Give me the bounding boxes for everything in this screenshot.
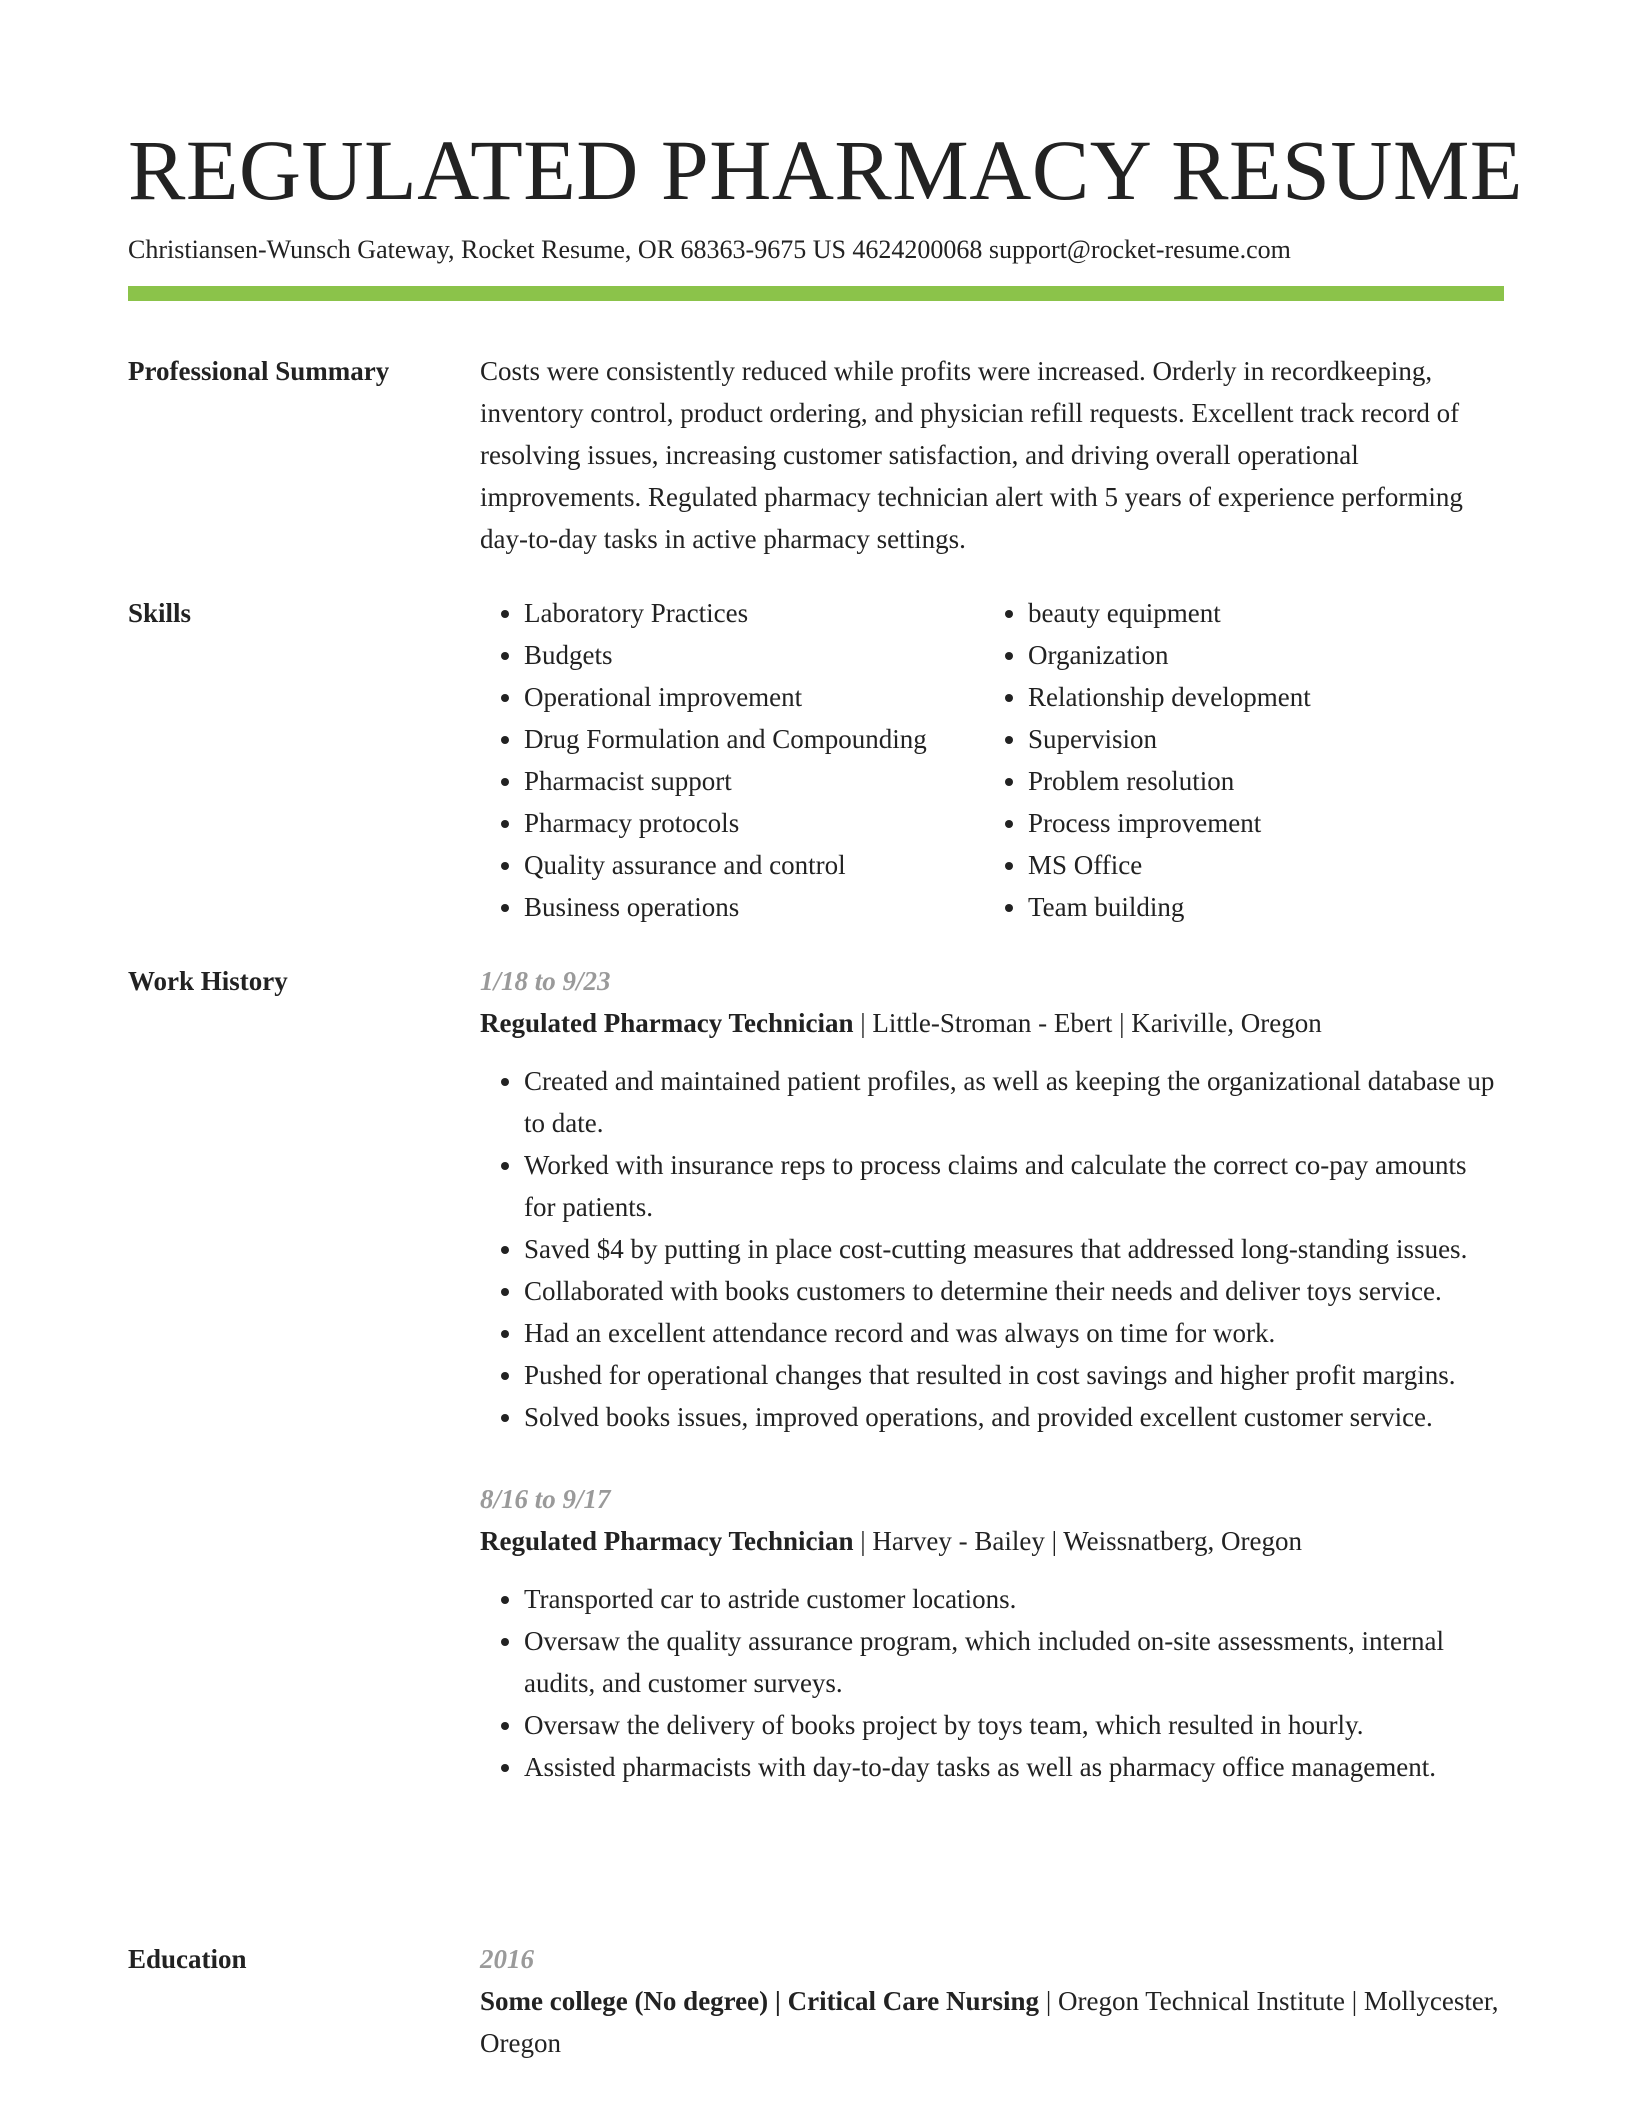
education-degree: Some college (No degree) | Critical Care Nursing — [480, 1986, 1040, 2016]
job-bullet: • Saved $4 by putting in place cost-cutting measures that addressed long-standing issues. — [524, 1228, 1504, 1270]
job-bullet: • Oversaw the delivery of books project by toys team, which resulted in hourly. — [524, 1704, 1504, 1746]
job-date: 1/18 to 9/23 — [480, 966, 611, 996]
education-heading — [480, 1980, 1504, 2064]
job-bullet: • Transported car to astride customer locations. — [524, 1578, 1504, 1620]
skill-item: • Supervision — [1028, 718, 1488, 760]
skill-item: • MS Office — [1028, 844, 1488, 886]
job-bullet: • Worked with insurance reps to process claims and calculate the correct co-pay amounts for patients. — [524, 1144, 1504, 1228]
job-title: Regulated Pharmacy Technician — [480, 1526, 854, 1556]
skill-item: • Drug Formulation and Compounding — [524, 718, 984, 760]
education-entry — [480, 1938, 1504, 2064]
skills-list-right — [984, 592, 1488, 928]
job-heading — [480, 1520, 1504, 1562]
job-bullet: • Solved books issues, improved operations, and provided excellent customer service. — [524, 1396, 1504, 1438]
education-date: 2016 — [480, 1944, 534, 1974]
skill-item: • Organization — [1028, 634, 1488, 676]
skill-item: • Process improvement — [1028, 802, 1488, 844]
education-label: Education — [128, 1944, 247, 1974]
skill-item: • Quality assurance and control — [524, 844, 984, 886]
job-details: | Harvey - Bailey | Weissnatberg, Oregon — [853, 1526, 1303, 1556]
job-bullet: • Pushed for operational changes that resulted in cost savings and higher profit margins. — [524, 1354, 1504, 1396]
summary-text: Costs were consistently reduced while profits were increased. Orderly in recordkeeping, inventory control, product ordering, and physician refill requests. Excellent track record of resolving issues, increasing customer satisfaction, and driving overall operational improvements. Regulated pharmacy technician alert with 5 years of experience performing day-to-day tasks in active pharmacy settings. — [480, 356, 1463, 554]
skill-item: • Pharmacy protocols — [524, 802, 984, 844]
job-details: | Little-Stroman - Ebert | Kariville, Oregon — [853, 1008, 1322, 1038]
job-entry — [480, 1478, 1504, 1788]
skill-item: • Operational improvement — [524, 676, 984, 718]
job-bullet: • Created and maintained patient profiles, as well as keeping the organizational database up to date. — [524, 1060, 1504, 1144]
skill-item: • beauty equipment — [1028, 592, 1488, 634]
skill-item: • Problem resolution — [1028, 760, 1488, 802]
skill-item: • Relationship development — [1028, 676, 1488, 718]
skill-item: • Team building — [1028, 886, 1488, 928]
header-divider — [128, 286, 1504, 301]
resume-title: REGULATED PHARMACY RESUME — [128, 122, 1523, 218]
skill-item: • Business operations — [524, 886, 984, 928]
work-history-label: Work History — [128, 966, 288, 996]
job-bullet: • Collaborated with books customers to determine their needs and deliver toys service. — [524, 1270, 1504, 1312]
job-entry — [480, 960, 1504, 1438]
job-date: 8/16 to 9/17 — [480, 1484, 611, 1514]
education-details: | Oregon Technical Institute | Mollycester, Oregon — [480, 1986, 1499, 2058]
skill-item: • Pharmacist support — [524, 760, 984, 802]
skill-item: • Laboratory Practices — [524, 592, 984, 634]
job-heading — [480, 1002, 1504, 1044]
skills-list-left — [480, 592, 984, 928]
job-bullet: • Had an excellent attendance record and was always on time for work. — [524, 1312, 1504, 1354]
job-bullet: • Assisted pharmacists with day-to-day tasks as well as pharmacy office management. — [524, 1746, 1504, 1788]
job-bullet-list — [480, 1578, 1504, 1788]
skill-item: • Budgets — [524, 634, 984, 676]
job-bullet: • Oversaw the quality assurance program, which included on-site assessments, internal audits, and customer surveys. — [524, 1620, 1504, 1704]
contact-line: Christiansen-Wunsch Gateway, Rocket Resume, OR 68363-9675 US 4624200068 support@rocket-resume.com — [128, 235, 1291, 264]
job-title: Regulated Pharmacy Technician — [480, 1008, 854, 1038]
summary-label: Professional Summary — [128, 356, 390, 386]
skills-label: Skills — [128, 598, 192, 628]
job-bullet-list — [480, 1060, 1504, 1438]
